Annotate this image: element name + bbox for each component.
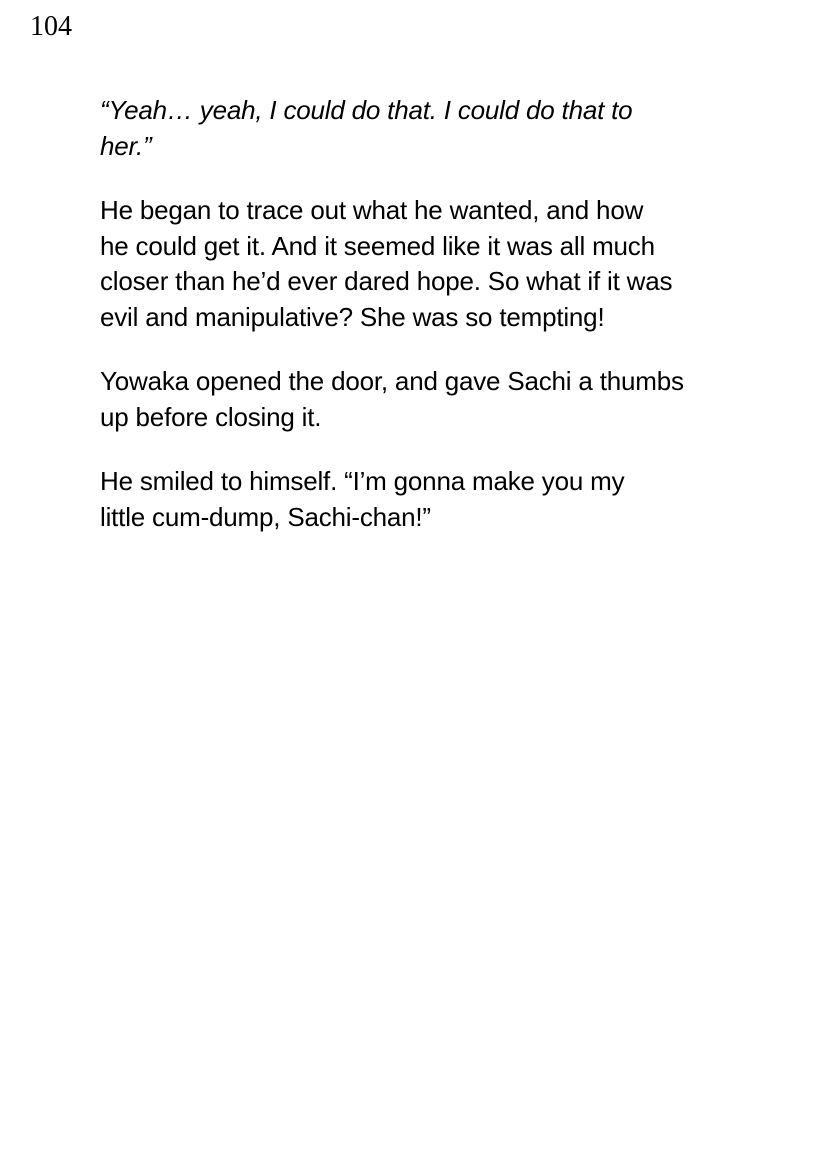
paragraph: He smiled to himself. “I’m gonna make you my little cum-dump, Sachi-chan!” [100,466,625,532]
paragraph: Yowaka opened the door, and gave Sachi a thumbs up before closing it. [100,366,684,432]
paragraph: He began to trace out what he wanted, and how he could get it. And it seemed like it was all much closer than he’d ever dared hope. So what if it was evil and manipulative? She was so tempting! [100,195,673,332]
text-content [100,93,760,564]
page-number: 104 [30,11,72,42]
paragraph: “Yeah… yeah, I could do that. I could do that to her.” [100,95,633,161]
